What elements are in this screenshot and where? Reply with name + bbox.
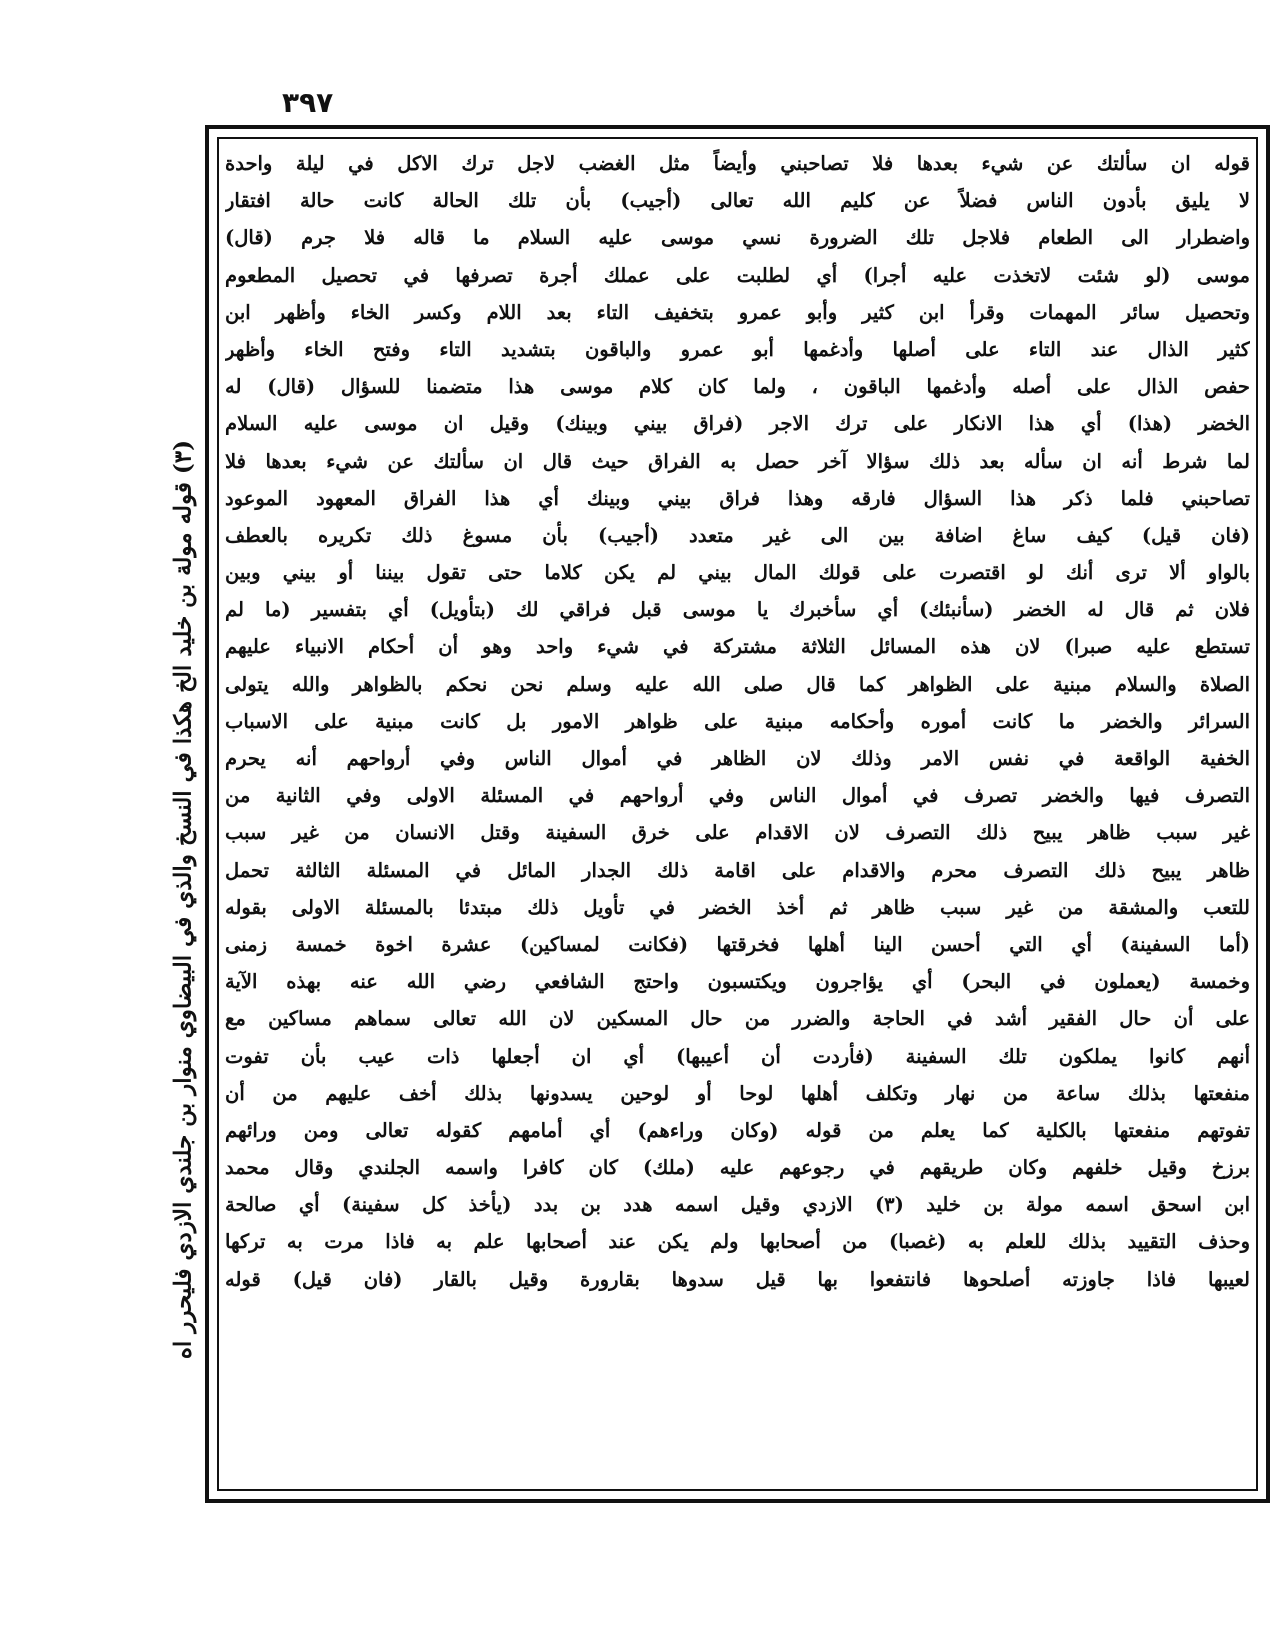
text-line: التصرف فيها والخضر تصرف في أموال الناس وفي أرواحهم في المسئلة الاولى وفي الثانية من [225,784,1250,808]
text-line: وخمسة (يعملون في البحر) أي يؤاجرون ويكتسبون واحتج الشافعي رضي الله عنه بهذه الآية [225,970,1250,994]
text-line: منفعتها بذلك ساعة من نهار وتكلف أهلها لوحا أو لوحين يسدونها بذلك أخف عليهم من أن [225,1081,1250,1105]
text-line: (فان قيل) كيف ساغ اضافة بين الى غير متعدد (أجيب) بأن مسوغ ذلك تكريره بالعطف [225,523,1250,547]
margin-footnote-text: (٣) قوله مولة بن خليد الخ هكذا في النسخ والذي في البيضاوي منوار بن جلندي الازدي فليحرر اه [169,440,196,1360]
page-number: ٣٩٧ [282,86,334,119]
text-line: أنهم كانوا يملكون تلك السفينة (فأردت أن أعيبها) أي ان أجعلها ذات عيب بأن تفوت [225,1044,1250,1068]
text-line: واضطرار الى الطعام فلاجل تلك الضرورة نسي موسى عليه السلام ما قاله فلا جرم (قال) [225,226,1250,250]
text-line: فلان ثم قال له الخضر (سأنبئك) أي سأخبرك يا موسى قبل فراقي لك (بتأويل) أي بتفسير (ما لم [225,598,1250,622]
text-line: للتعب والمشقة من غير سبب ظاهر ثم أخذ الخضر في تأويل ذلك مبتدئا بالمسئلة الاولى بقوله [225,895,1250,919]
text-line: تستطع عليه صبرا) لان هذه المسائل الثلاثة مشتركة في شيء واحد وهو أن أحكام الانبياء عليهم [225,635,1250,659]
margin-footnote [160,440,205,1360]
text-line: لعيبها فاذا جاوزته أصلحوها فانتفعوا بها قيل سدوها بقارورة وقيل بالقار (فان قيل) قوله [225,1267,1250,1291]
text-line: تصاحبني فلما ذكر هذا السؤال فارقه وهذا فراق بيني وبينك أي هذا الفراق المعهود الموعود [225,486,1250,510]
text-line: كثير الذال عند التاء على أصلها وأدغمها أبو عمرو والباقون بتشديد التاء وفتح الخاء وأظهر [225,337,1250,361]
text-line: وحذف التقييد بذلك للعلم به (غصبا) من أصحابها ولم يكن عند أصحابها علم به فاذا مرت به تركها [225,1230,1250,1254]
text-line: لما شرط أنه ان سأله بعد ذلك سؤالا آخر حصل به الفراق حيث قال ان سألتك عن شيء بعدها فلا [225,449,1250,473]
text-line: ظاهر يبيح ذلك التصرف محرم والاقدام على اقامة ذلك الجدار المائل في المسئلة الثالثة تحمل [225,858,1250,882]
text-line: برزخ وقيل خلفهم وكان طريقهم في رجوعهم عليه (ملك) كان كافرا واسمه الجلندي وقال محمد [225,1156,1250,1180]
text-line: بالواو ألا ترى أنك لو اقتصرت على قولك المال بيني لم يكن كلاما حتى تقول بيننا أو بيني وبين [225,561,1250,585]
text-line: (أما السفينة) أي التي أحسن الينا أهلها فخرقتها (فكانت لمساكين) عشرة اخوة خمسة زمنى [225,932,1250,956]
text-line: ابن اسحق اسمه مولة بن خليد (٣) الازدي وقيل اسمه هدد بن بدد (يأخذ كل سفينة) أي صالحة [225,1193,1250,1217]
text-line: لا يليق بأدون الناس فضلاً عن كليم الله تعالى (أجيب) بأن تلك الحالة كانت حالة افتقار [225,189,1250,213]
text-line: على أن حال الفقير أشد في الحاجة والضرر من حال المسكين لان الله تعالى سماهم مساكين مع [225,1007,1250,1031]
text-line: وتحصيل سائر المهمات وقرأ ابن كثير وأبو عمرو بتخفيف التاء بعد اللام وكسر الخاء وأظهر ابن [225,300,1250,324]
text-line: غير سبب ظاهر يبيح ذلك التصرف لان الاقدام على خرق السفينة وقتل الانسان من غير سبب [225,821,1250,845]
text-line: السرائر والخضر ما كانت أموره وأحكامه مبنية على ظواهر الامور بل كانت مبنية على الاسباب [225,709,1250,733]
text-line: قوله ان سألتك عن شيء بعدها فلا تصاحبني وأيضاً مثل الغضب لاجل ترك الاكل في ليلة واحدة [225,152,1250,175]
text-line: موسى (لو شئت لاتخذت عليه أجرا) أي لطلبت على عملك أجرة تصرفها في تحصيل المطعوم [225,263,1250,287]
text-line: الصلاة والسلام مبنية على الظواهر كما قال صلى الله عليه وسلم نحن نحكم بالظواهر والله يتولى [225,672,1250,696]
main-text-body [225,145,1250,1483]
text-line: حفص الذال على أصله وأدغمها الباقون ، ولما كان كلام موسى هذا متضمنا للسؤال (قال) له [225,375,1250,399]
text-line: الخفية الواقعة في نفس الامر وذلك لان الظاهر في أموال الناس وفي أرواحهم أنه يحرم [225,747,1250,770]
text-line: الخضر (هذا) أي هذا الانكار على ترك الاجر (فراق بيني وبينك) وقيل ان موسى عليه السلام [225,412,1250,436]
text-line: تفوتهم منفعتها بالكلية كما يعلم من قوله (وكان وراءهم) أي أمامهم كقوله تعالى ومن ورائهم [225,1118,1250,1142]
